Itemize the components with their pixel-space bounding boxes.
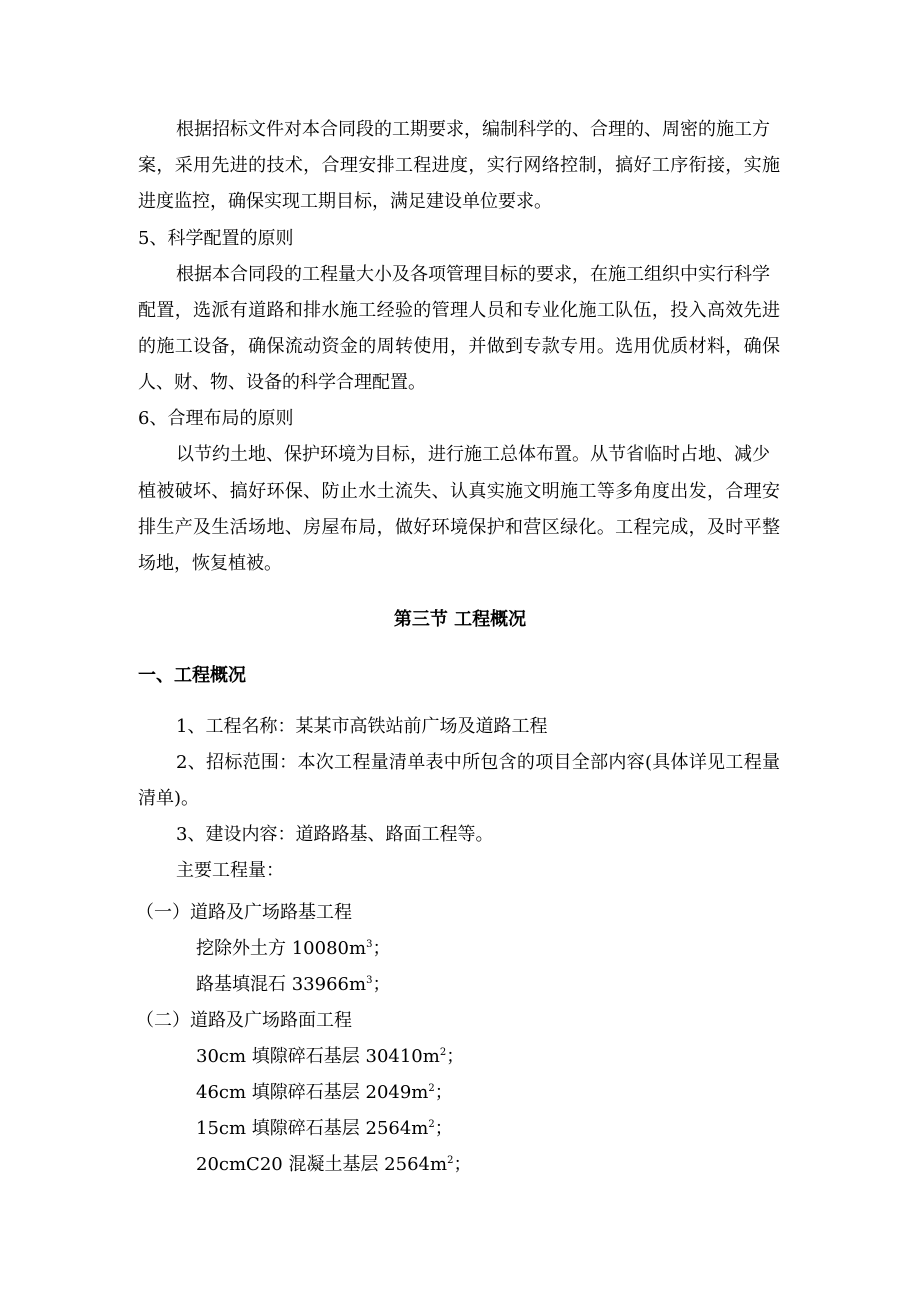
quantity-row: 15cm 填隙碎石基层 $2564m^2$； xyxy=(196,1118,453,1139)
subsection-title: 一、工程概况 xyxy=(138,665,246,686)
paragraph-line: 根据本合同段的工程量大小及各项管理目标的要求，在施工组织中实行科学 xyxy=(176,264,770,285)
paragraph-line: 排生产及生活场地、房屋布局，做好环境保护和营区绿化。工程完成，及时平整 xyxy=(138,517,780,538)
project-name-item: 1、工程名称：某某市高铁站前广场及道路工程 xyxy=(176,716,548,737)
main-quantities-label: 主要工程量： xyxy=(176,860,284,881)
paragraph-line: 以节约土地、保护环境为目标，进行施工总体布置。从节省临时占地、减少 xyxy=(176,444,770,465)
paragraph-line: 根据招标文件对本合同段的工期要求，编制科学的、合理的、周密的施工方 xyxy=(176,119,770,140)
bid-scope-item: 2、招标范围：本次工程量清单表中所包含的项目全部内容(具体详见工程量 xyxy=(176,752,780,773)
paragraph-line: 案，采用先进的技术，合理安排工程进度，实行网络控制，搞好工序衔接，实施 xyxy=(138,155,780,176)
paragraph-line: 进度监控，确保实现工期目标，满足建设单位要求。 xyxy=(138,191,552,212)
quantity-row: 挖除外土方 $10080m^3$； xyxy=(196,938,391,959)
paragraph-line: 人、财、物、设备的科学合理配置。 xyxy=(138,372,426,393)
group-title-pavement: （二）道路及广场路面工程 xyxy=(136,1010,352,1031)
construction-content-item: 3、建设内容：道路路基、路面工程等。 xyxy=(176,824,494,845)
bid-scope-item-continued: 清单)。 xyxy=(138,788,200,809)
paragraph-line: 的施工设备，确保流动资金的周转使用，并做到专款专用。选用优质材料，确保 xyxy=(138,336,780,357)
paragraph-line: 配置，选派有道路和排水施工经验的管理人员和专业化施工队伍，投入高效先进 xyxy=(138,300,780,321)
quantity-row: 46cm 填隙碎石基层 $2049m^2$； xyxy=(196,1082,453,1103)
quantity-row: 20cmC20 混凝土基层 $2564m^2$； xyxy=(196,1154,472,1175)
section-title: 第三节 工程概况 xyxy=(393,609,527,630)
group-title-subgrade: （一）道路及广场路基工程 xyxy=(136,902,352,923)
principle-heading-5: 5、科学配置的原则 xyxy=(138,228,294,249)
paragraph-line: 场地，恢复植被。 xyxy=(138,553,282,574)
quantity-row: 30cm 填隙碎石基层 $30410m^2$； xyxy=(196,1046,465,1067)
principle-heading-6: 6、合理布局的原则 xyxy=(138,408,294,429)
paragraph-line: 植被破坏、搞好环保、防止水土流失、认真实施文明施工等多角度出发，合理安 xyxy=(138,481,780,502)
quantity-row: 路基填混石 $33966m^3$； xyxy=(196,974,391,995)
